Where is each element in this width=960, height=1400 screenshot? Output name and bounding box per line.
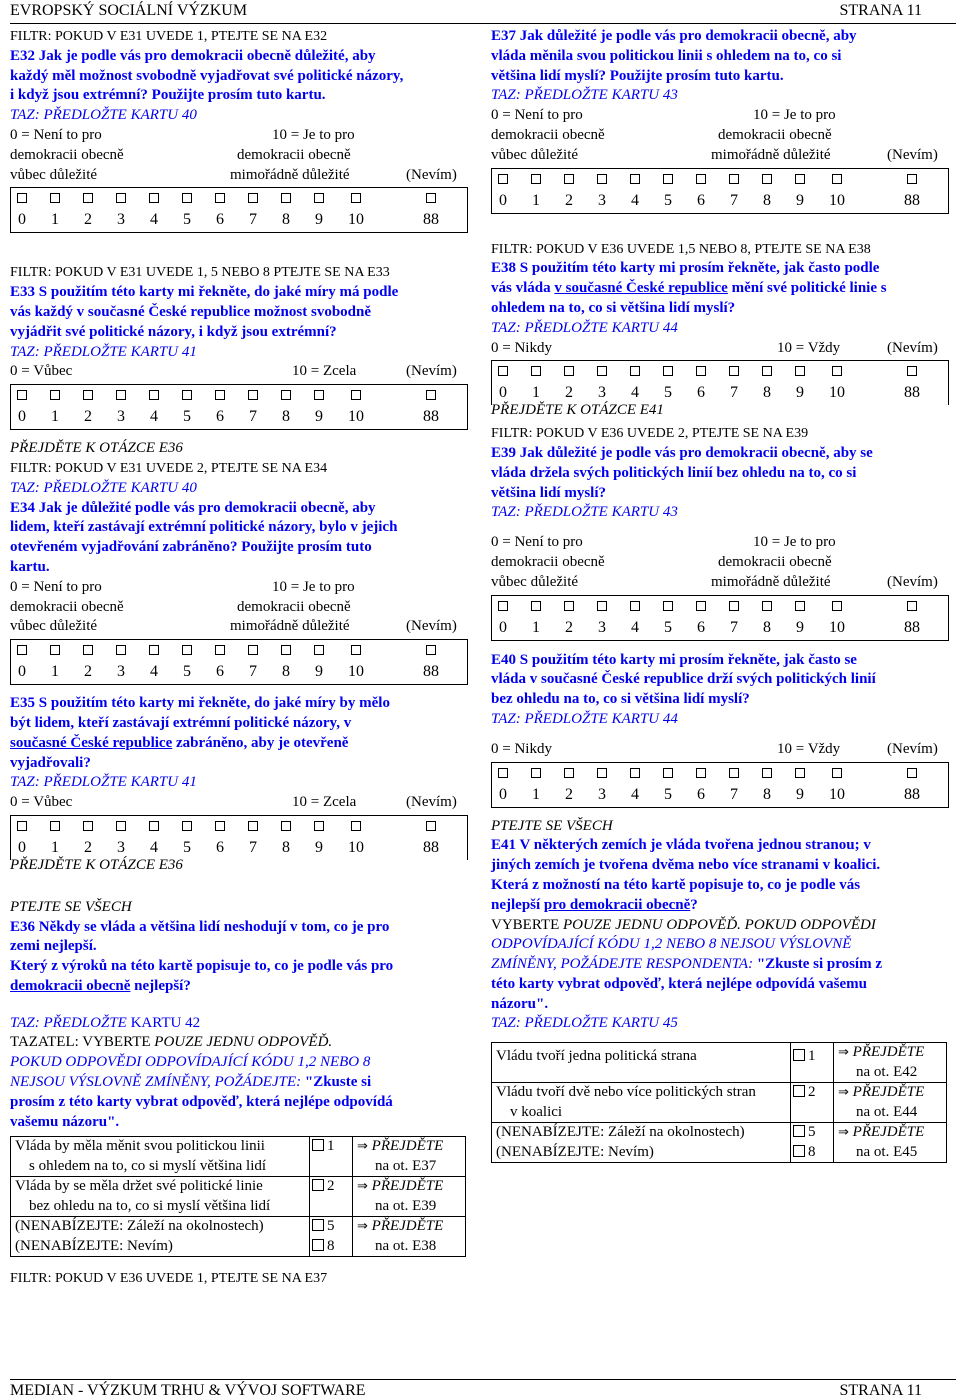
scale-number: 0 xyxy=(499,618,507,636)
question-e40: E40 S použitím této karty mi prosím řekněte, jak často se vláda v současné České republice drží svých politických linií bez ohledu na to, co si většina lidí myslí? xyxy=(491,651,876,708)
ask-all: PTEJTE SE VŠECH xyxy=(10,898,132,915)
checkbox-icon[interactable] xyxy=(663,174,673,184)
header-rule xyxy=(10,23,956,24)
scale-number: 1 xyxy=(51,408,59,426)
checkbox-icon[interactable] xyxy=(793,1125,805,1137)
probe-instruction: POKUD ODPOVĚDI ODPOVÍDAJÍCÍ KÓDU 1,2 NEBO 8 NEJSOU VÝSLOVNĚ ZMÍNĚNY, POŽÁDEJTE: "Zkuste si prosím z této karty vybrat odpověď, která nejlépe odpovídá vašemu názoru". xyxy=(10,1054,393,1130)
scale-number: 88 xyxy=(423,838,439,856)
checkbox-icon[interactable] xyxy=(312,1239,324,1251)
response-scale-e39[interactable] xyxy=(491,595,949,641)
scale-number: 0 xyxy=(18,663,26,681)
checkbox-icon[interactable] xyxy=(248,821,258,831)
scale-number: 9 xyxy=(796,618,804,636)
scale-anchor-line1: 0 = Není to pro 10 = Je to pro xyxy=(491,107,836,124)
checkbox-icon[interactable] xyxy=(281,193,291,203)
response-scale-e38[interactable] xyxy=(491,360,949,405)
scale-number: 4 xyxy=(150,408,158,426)
checkbox-icon[interactable] xyxy=(426,390,436,400)
filter-e39: FILTR: POKUD V E36 UVEDE 2, PTEJTE SE NA E39 xyxy=(491,426,809,442)
checkbox-icon[interactable] xyxy=(729,768,739,778)
skip-instruction: PŘEJDĚTE K OTÁZCE E36 xyxy=(10,856,183,873)
footer-company: MEDIAN - VÝZKUM TRHU & VÝVOJ SOFTWARE xyxy=(10,1382,366,1399)
question-e35: E35 S použitím této karty mi řekněte, do jaké míry by mělo být lidem, kteří zastávají extrémní politické názory, v současné České republice zabráněno, aby je otevřeně vyjadřovali? xyxy=(10,695,390,771)
scale-number: 6 xyxy=(216,663,224,681)
question-e32: E32 Jak je podle vás pro demokracii obecně důležité, aby každý měl možnost svobodně vyjadřovat své politické názory, i když jsou extrémní? Použijte prosím tuto kartu. xyxy=(10,47,404,104)
checkbox-icon[interactable] xyxy=(83,390,93,400)
scale-number: 4 xyxy=(631,384,639,402)
checkbox-icon[interactable] xyxy=(696,601,706,611)
scale-number: 3 xyxy=(598,785,606,803)
response-scale-e34[interactable] xyxy=(10,639,468,685)
arrow-right-icon: ⇒ xyxy=(357,1179,368,1195)
checkbox-icon[interactable] xyxy=(531,768,541,778)
checkbox-icon[interactable] xyxy=(116,645,126,655)
page-header xyxy=(10,2,922,20)
scale-number: 8 xyxy=(763,191,771,209)
scale-number: 88 xyxy=(423,663,439,681)
scale-number: 6 xyxy=(697,384,705,402)
scale-number: 3 xyxy=(598,191,606,209)
checkbox-icon[interactable] xyxy=(907,174,917,184)
footer-page: STRANA 11 xyxy=(839,1382,922,1399)
card-instruction: TAZ: PŘEDLOŽTE KARTU 45 xyxy=(491,1015,678,1032)
scale-number: 3 xyxy=(598,618,606,636)
checkbox-icon[interactable] xyxy=(663,601,673,611)
checkbox-icon[interactable] xyxy=(281,821,291,831)
checkbox-icon[interactable] xyxy=(351,193,361,203)
scale-number: 8 xyxy=(282,211,290,229)
checkbox-icon[interactable] xyxy=(762,366,772,376)
scale-number: 8 xyxy=(282,408,290,426)
scale-number: 8 xyxy=(282,838,290,856)
checkbox-icon[interactable] xyxy=(50,390,60,400)
scale-number: 10 xyxy=(348,211,364,229)
scale-number: 2 xyxy=(565,618,573,636)
checkbox-icon[interactable] xyxy=(351,821,361,831)
checkbox-icon[interactable] xyxy=(116,193,126,203)
filter-e34: FILTR: POKUD V E31 UVEDE 2, PTEJTE SE NA E34 xyxy=(10,460,328,476)
scale-anchor-line2: demokracii obecně demokracii obecně xyxy=(491,126,832,143)
scale-anchor-line3: vůbec důležité mimořádně důležité (Nevím) xyxy=(10,618,457,635)
scale-number: 8 xyxy=(282,663,290,681)
checkbox-icon[interactable] xyxy=(182,193,192,203)
scale-number: 5 xyxy=(183,663,191,681)
checkbox-icon[interactable] xyxy=(50,645,60,655)
scale-number: 4 xyxy=(150,211,158,229)
checkbox-icon[interactable] xyxy=(696,768,706,778)
checkbox-icon[interactable] xyxy=(149,821,159,831)
option-row[interactable]: (NENABÍZEJTE: Záleží na okolnostech) (NENABÍZEJTE: Nevím) 5 8 ⇒ PŘEJDĚTE na ot. E38 xyxy=(11,1217,466,1257)
right-column xyxy=(491,27,949,1163)
scale-number: 3 xyxy=(117,211,125,229)
checkbox-icon[interactable] xyxy=(795,366,805,376)
scale-number: 2 xyxy=(565,191,573,209)
answer-options-e36 xyxy=(10,1136,466,1257)
checkbox-icon[interactable] xyxy=(351,390,361,400)
option-row[interactable]: (NENABÍZEJTE: Záleží na okolnostech) (NENABÍZEJTE: Nevím) 5 8 ⇒ PŘEJDĚTE na ot. E45 xyxy=(492,1123,947,1163)
checkbox-icon[interactable] xyxy=(248,390,258,400)
skip-instruction: PŘEJDĚTE K OTÁZCE E41 xyxy=(491,402,664,419)
scale-number: 0 xyxy=(499,384,507,402)
scale-number: 2 xyxy=(565,785,573,803)
card-instruction: TAZ: PŘEDLOŽTE KARTU 41 xyxy=(10,343,197,360)
checkbox-icon[interactable] xyxy=(795,768,805,778)
scale-number: 5 xyxy=(664,618,672,636)
scale-number: 8 xyxy=(763,618,771,636)
scale-anchor-line: 0 = Vůbec 10 = Zcela (Nevím) xyxy=(10,794,457,811)
scale-number: 7 xyxy=(730,191,738,209)
question-e38: E38 S použitím této karty mi prosím řekněte, jak často podle vás vláda v současné České republice mění své politické linie s ohledem na to, co si většina lidí myslí? xyxy=(491,260,887,316)
scale-number: 6 xyxy=(216,211,224,229)
scale-number: 5 xyxy=(664,191,672,209)
checkbox-icon[interactable] xyxy=(182,390,192,400)
scale-number: 6 xyxy=(697,191,705,209)
scale-number: 5 xyxy=(664,785,672,803)
card-instruction: TAZ: PŘEDLOŽTE KARTU 44 xyxy=(491,710,678,727)
checkbox-icon[interactable] xyxy=(312,1179,324,1191)
checkbox-icon[interactable] xyxy=(498,601,508,611)
header-page: STRANA 11 xyxy=(839,2,922,19)
scale-number: 10 xyxy=(829,618,845,636)
checkbox-icon[interactable] xyxy=(762,768,772,778)
scale-number: 0 xyxy=(18,408,26,426)
interviewer-instruction: TAZATEL: VYBERTE POUZE JEDNU ODPOVĚĎ. xyxy=(10,1034,333,1051)
answer-options-e41 xyxy=(491,1042,947,1163)
card-instruction: TAZ: PŘEDLOŽTE KARTU 40 xyxy=(10,479,197,496)
scale-number: 8 xyxy=(763,785,771,803)
scale-number: 0 xyxy=(499,191,507,209)
checkbox-icon[interactable] xyxy=(83,821,93,831)
scale-number: 10 xyxy=(829,191,845,209)
scale-number: 6 xyxy=(216,408,224,426)
question-e37: E37 Jak důležité je podle vás pro demokracii obecně, aby vláda měnila svou politickou linii s ohledem na to, co si většina lidí myslí? Použijte prosím tuto kartu. xyxy=(491,28,857,84)
checkbox-icon[interactable] xyxy=(597,366,607,376)
checkbox-icon[interactable] xyxy=(729,601,739,611)
response-scale-e37[interactable] xyxy=(491,168,949,214)
scale-number: 9 xyxy=(315,211,323,229)
footer-rule xyxy=(10,1379,956,1380)
scale-number: 88 xyxy=(904,618,920,636)
filter-e32: FILTR: POKUD V E31 UVEDE 1, PTEJTE SE NA E32 xyxy=(10,29,328,44)
scale-anchor-line1: 0 = Není to pro 10 = Je to pro xyxy=(10,126,355,143)
checkbox-icon[interactable] xyxy=(215,193,225,203)
scale-number: 88 xyxy=(904,785,920,803)
checkbox-icon[interactable] xyxy=(832,768,842,778)
scale-number: 6 xyxy=(216,838,224,856)
checkbox-icon[interactable] xyxy=(83,645,93,655)
checkbox-icon[interactable] xyxy=(248,193,258,203)
response-scale-e33[interactable] xyxy=(10,384,468,430)
scale-anchor-line1: 0 = Není to pro 10 = Je to pro xyxy=(10,578,355,595)
scale-anchor-line: 0 = Vůbec 10 = Zcela (Nevím) xyxy=(10,363,457,380)
scale-number: 7 xyxy=(249,408,257,426)
checkbox-icon[interactable] xyxy=(597,174,607,184)
scale-number: 5 xyxy=(183,211,191,229)
checkbox-icon[interactable] xyxy=(351,645,361,655)
scale-number: 9 xyxy=(315,663,323,681)
scale-number: 4 xyxy=(631,785,639,803)
checkbox-icon[interactable] xyxy=(832,601,842,611)
checkbox-icon[interactable] xyxy=(498,366,508,376)
filter-e38: FILTR: POKUD V E36 UVEDE 1,5 NEBO 8, PTEJTE SE NA E38 xyxy=(491,241,871,257)
question-e41: E41 V některých zemích je vláda tvořena jednou stranou; v jiných zemích je tvořena dvěma nebo více stranami v koalici. Která z možností na této kartě popisuje to, co je podle vás nejlepší pro demokracii obecně? xyxy=(491,837,881,913)
checkbox-icon[interactable] xyxy=(597,768,607,778)
scale-number: 10 xyxy=(829,785,845,803)
response-scale-e35[interactable] xyxy=(10,815,468,860)
scale-anchor-line3: vůbec důležité mimořádně důležité (Nevím) xyxy=(10,166,457,183)
checkbox-icon[interactable] xyxy=(630,768,640,778)
checkbox-icon[interactable] xyxy=(281,390,291,400)
checkbox-icon[interactable] xyxy=(50,821,60,831)
scale-number: 5 xyxy=(183,408,191,426)
scale-number: 2 xyxy=(84,838,92,856)
scale-anchor-line: 0 = Nikdy 10 = Vždy (Nevím) xyxy=(491,740,938,757)
scale-number: 4 xyxy=(150,663,158,681)
scale-number: 1 xyxy=(51,211,59,229)
checkbox-icon[interactable] xyxy=(793,1085,805,1097)
checkbox-icon[interactable] xyxy=(531,174,541,184)
scale-number: 3 xyxy=(117,838,125,856)
arrow-right-icon: ⇒ xyxy=(838,1045,849,1061)
scale-number: 3 xyxy=(117,408,125,426)
scale-anchor-line: 0 = Nikdy 10 = Vždy (Nevím) xyxy=(491,339,938,356)
checkbox-icon[interactable] xyxy=(498,768,508,778)
checkbox-icon[interactable] xyxy=(630,366,640,376)
scale-anchor-line1: 0 = Není to pro 10 = Je to pro xyxy=(491,534,836,551)
card-instruction: TAZ: PŘEDLOŽTE KARTU 44 xyxy=(491,319,678,336)
checkbox-icon[interactable] xyxy=(312,1219,324,1231)
scale-number: 0 xyxy=(499,785,507,803)
scale-number: 9 xyxy=(796,191,804,209)
scale-number: 10 xyxy=(348,408,364,426)
checkbox-icon[interactable] xyxy=(663,366,673,376)
scale-anchor-line3: vůbec důležité mimořádně důležité (Nevím) xyxy=(491,146,938,163)
checkbox-icon[interactable] xyxy=(564,174,574,184)
checkbox-icon[interactable] xyxy=(215,821,225,831)
checkbox-icon[interactable] xyxy=(795,174,805,184)
checkbox-icon[interactable] xyxy=(116,390,126,400)
checkbox-icon[interactable] xyxy=(762,174,772,184)
checkbox-icon[interactable] xyxy=(281,645,291,655)
scale-number: 4 xyxy=(150,838,158,856)
scale-anchor-line3: vůbec důležité mimořádně důležité (Nevím) xyxy=(491,573,938,590)
checkbox-icon[interactable] xyxy=(149,645,159,655)
card-instruction: TAZ: PŘEDLOŽTE KARTU 42 xyxy=(10,1014,201,1031)
checkbox-icon[interactable] xyxy=(426,645,436,655)
filter-e37: FILTR: POKUD V E36 UVEDE 1, PTEJTE SE NA E37 xyxy=(10,1271,328,1287)
checkbox-icon[interactable] xyxy=(793,1049,805,1061)
card-instruction: TAZ: PŘEDLOŽTE KARTU 43 xyxy=(491,87,678,104)
scale-number: 7 xyxy=(249,838,257,856)
scale-number: 1 xyxy=(532,191,540,209)
scale-number: 88 xyxy=(904,191,920,209)
checkbox-icon[interactable] xyxy=(17,193,27,203)
checkbox-icon[interactable] xyxy=(663,768,673,778)
arrow-right-icon: ⇒ xyxy=(357,1139,368,1155)
checkbox-icon[interactable] xyxy=(832,366,842,376)
checkbox-icon[interactable] xyxy=(426,821,436,831)
checkbox-icon[interactable] xyxy=(50,193,60,203)
scale-number: 10 xyxy=(348,838,364,856)
checkbox-icon[interactable] xyxy=(795,601,805,611)
card-instruction: TAZ: PŘEDLOŽTE KARTU 40 xyxy=(10,107,197,124)
card-instruction: TAZ: PŘEDLOŽTE KARTU 41 xyxy=(10,774,197,791)
scale-number: 2 xyxy=(84,408,92,426)
checkbox-icon[interactable] xyxy=(248,645,258,655)
scale-number: 7 xyxy=(249,663,257,681)
checkbox-icon[interactable] xyxy=(498,174,508,184)
scale-anchor-line2: demokracii obecně demokracii obecně xyxy=(491,553,832,570)
probe-instruction: ODPOVÍDAJÍCÍ KÓDU 1,2 NEBO 8 NEJSOU VÝSLOVNĚ ZMÍNĚNY, POŽÁDEJTE RESPONDENTA: "Zkuste si prosím z této karty vybrat odpověď, která nejlépe odpovídá vašemu názoru". xyxy=(491,936,882,1012)
scale-number: 9 xyxy=(315,838,323,856)
arrow-right-icon: ⇒ xyxy=(838,1125,849,1141)
scale-number: 5 xyxy=(664,384,672,402)
checkbox-icon[interactable] xyxy=(426,193,436,203)
response-scale-e32[interactable] xyxy=(10,187,468,233)
scale-number: 0 xyxy=(18,838,26,856)
checkbox-icon[interactable] xyxy=(907,601,917,611)
checkbox-icon[interactable] xyxy=(314,821,324,831)
checkbox-icon[interactable] xyxy=(182,645,192,655)
checkbox-icon[interactable] xyxy=(531,601,541,611)
checkbox-icon[interactable] xyxy=(729,174,739,184)
scale-number: 3 xyxy=(598,384,606,402)
scale-number: 4 xyxy=(631,191,639,209)
skip-instruction: PŘEJDĚTE K OTÁZCE E36 xyxy=(10,440,183,457)
checkbox-icon[interactable] xyxy=(215,390,225,400)
checkbox-icon[interactable] xyxy=(314,193,324,203)
scale-number: 10 xyxy=(348,663,364,681)
scale-number: 8 xyxy=(763,384,771,402)
scale-number: 10 xyxy=(829,384,845,402)
scale-number: 7 xyxy=(730,384,738,402)
question-e33: E33 S použitím této karty mi řekněte, do jaké míry má podle vás každý v současné České republice možnost svobodně vyjádřit své politické názory, i když jsou extrémní? xyxy=(10,284,399,340)
checkbox-icon[interactable] xyxy=(215,645,225,655)
option-row[interactable]: Vláda by měla měnit svou politickou linii s ohledem na to, co si myslí většina lidí 1 ⇒ PŘEJDĚTE na ot. E37 xyxy=(11,1137,466,1177)
scale-number: 1 xyxy=(532,618,540,636)
checkbox-icon[interactable] xyxy=(564,366,574,376)
scale-number: 3 xyxy=(117,663,125,681)
scale-number: 5 xyxy=(183,838,191,856)
checkbox-icon[interactable] xyxy=(17,390,27,400)
scale-number: 1 xyxy=(532,785,540,803)
checkbox-icon[interactable] xyxy=(907,366,917,376)
question-e34: E34 Jak je důležité podle vás pro demokracii obecně, aby lidem, kteří zastávají extrémní politické názory, bylo v jejich otevřeném vyjadřování zabráněno? Použijte prosím tuto kartu. xyxy=(10,499,398,575)
option-row[interactable]: Vláda by se měla držet své politické linie bez ohledu na to, co si myslí většina lidí 2 ⇒ PŘEJDĚTE na ot. E39 xyxy=(11,1177,466,1217)
page-footer xyxy=(10,1382,922,1400)
scale-number: 2 xyxy=(84,663,92,681)
checkbox-icon[interactable] xyxy=(116,821,126,831)
scale-number: 9 xyxy=(796,384,804,402)
checkbox-icon[interactable] xyxy=(17,645,27,655)
scale-number: 9 xyxy=(796,785,804,803)
scale-number: 4 xyxy=(631,618,639,636)
checkbox-icon[interactable] xyxy=(597,601,607,611)
scale-number: 1 xyxy=(51,838,59,856)
checkbox-icon[interactable] xyxy=(531,366,541,376)
checkbox-icon[interactable] xyxy=(696,174,706,184)
checkbox-icon[interactable] xyxy=(17,821,27,831)
interviewer-instruction: VYBERTE POUZE JEDNU ODPOVĚĎ. POKUD ODPOVĚDI xyxy=(491,916,876,933)
option-row[interactable]: Vládu tvoří jedna politická strana 1 ⇒ PŘEJDĚTE na ot. E42 xyxy=(492,1043,947,1083)
scale-number: 0 xyxy=(18,211,26,229)
checkbox-icon[interactable] xyxy=(564,601,574,611)
question-e39: E39 Jak důležité je podle vás pro demokracii obecně, aby se vláda držela svých politických linií bez ohledu na to, co si většina lidí myslí? xyxy=(491,444,873,501)
scale-number: 2 xyxy=(565,384,573,402)
checkbox-icon[interactable] xyxy=(314,390,324,400)
scale-number: 7 xyxy=(249,211,257,229)
checkbox-icon[interactable] xyxy=(762,601,772,611)
checkbox-icon[interactable] xyxy=(630,174,640,184)
checkbox-icon[interactable] xyxy=(83,193,93,203)
checkbox-icon[interactable] xyxy=(314,645,324,655)
scale-number: 2 xyxy=(84,211,92,229)
scale-number: 6 xyxy=(697,785,705,803)
scale-number: 88 xyxy=(423,408,439,426)
scale-anchor-line2: demokracii obecně demokracii obecně xyxy=(10,146,351,163)
header-title: EVROPSKÝ SOCIÁLNÍ VÝZKUM xyxy=(10,2,248,19)
response-scale-e40[interactable] xyxy=(491,762,949,808)
option-row[interactable]: Vládu tvoří dvě nebo více politických stran v koalici 2 ⇒ PŘEJDĚTE na ot. E44 xyxy=(492,1083,947,1123)
arrow-right-icon: ⇒ xyxy=(838,1085,849,1101)
scale-number: 88 xyxy=(904,384,920,402)
checkbox-icon[interactable] xyxy=(182,821,192,831)
scale-number: 1 xyxy=(532,384,540,402)
checkbox-icon[interactable] xyxy=(729,366,739,376)
checkbox-icon[interactable] xyxy=(696,366,706,376)
scale-anchor-line2: demokracii obecně demokracii obecně xyxy=(10,598,351,615)
checkbox-icon[interactable] xyxy=(312,1139,324,1151)
question-e36: E36 Někdy se vláda a většina lidí neshodují v tom, co je pro zemi nejlepší. Který z výroků na této kartě popisuje to, co je podle vás pro demokracii obecně nejlepší? xyxy=(10,918,394,994)
scale-number: 6 xyxy=(697,618,705,636)
checkbox-icon[interactable] xyxy=(149,193,159,203)
scale-number: 9 xyxy=(315,408,323,426)
scale-number: 7 xyxy=(730,785,738,803)
checkbox-icon[interactable] xyxy=(630,601,640,611)
checkbox-icon[interactable] xyxy=(149,390,159,400)
checkbox-icon[interactable] xyxy=(793,1145,805,1157)
left-column xyxy=(10,27,468,1289)
scale-number: 88 xyxy=(423,211,439,229)
scale-number: 1 xyxy=(51,663,59,681)
ask-all: PTEJTE SE VŠECH xyxy=(491,817,613,834)
checkbox-icon[interactable] xyxy=(564,768,574,778)
checkbox-icon[interactable] xyxy=(907,768,917,778)
arrow-right-icon: ⇒ xyxy=(357,1219,368,1235)
scale-number: 7 xyxy=(730,618,738,636)
card-instruction: TAZ: PŘEDLOŽTE KARTU 43 xyxy=(491,504,678,521)
filter-e33: FILTR: POKUD V E31 UVEDE 1, 5 NEBO 8 PTEJTE SE NA E33 xyxy=(10,265,390,281)
checkbox-icon[interactable] xyxy=(832,174,842,184)
